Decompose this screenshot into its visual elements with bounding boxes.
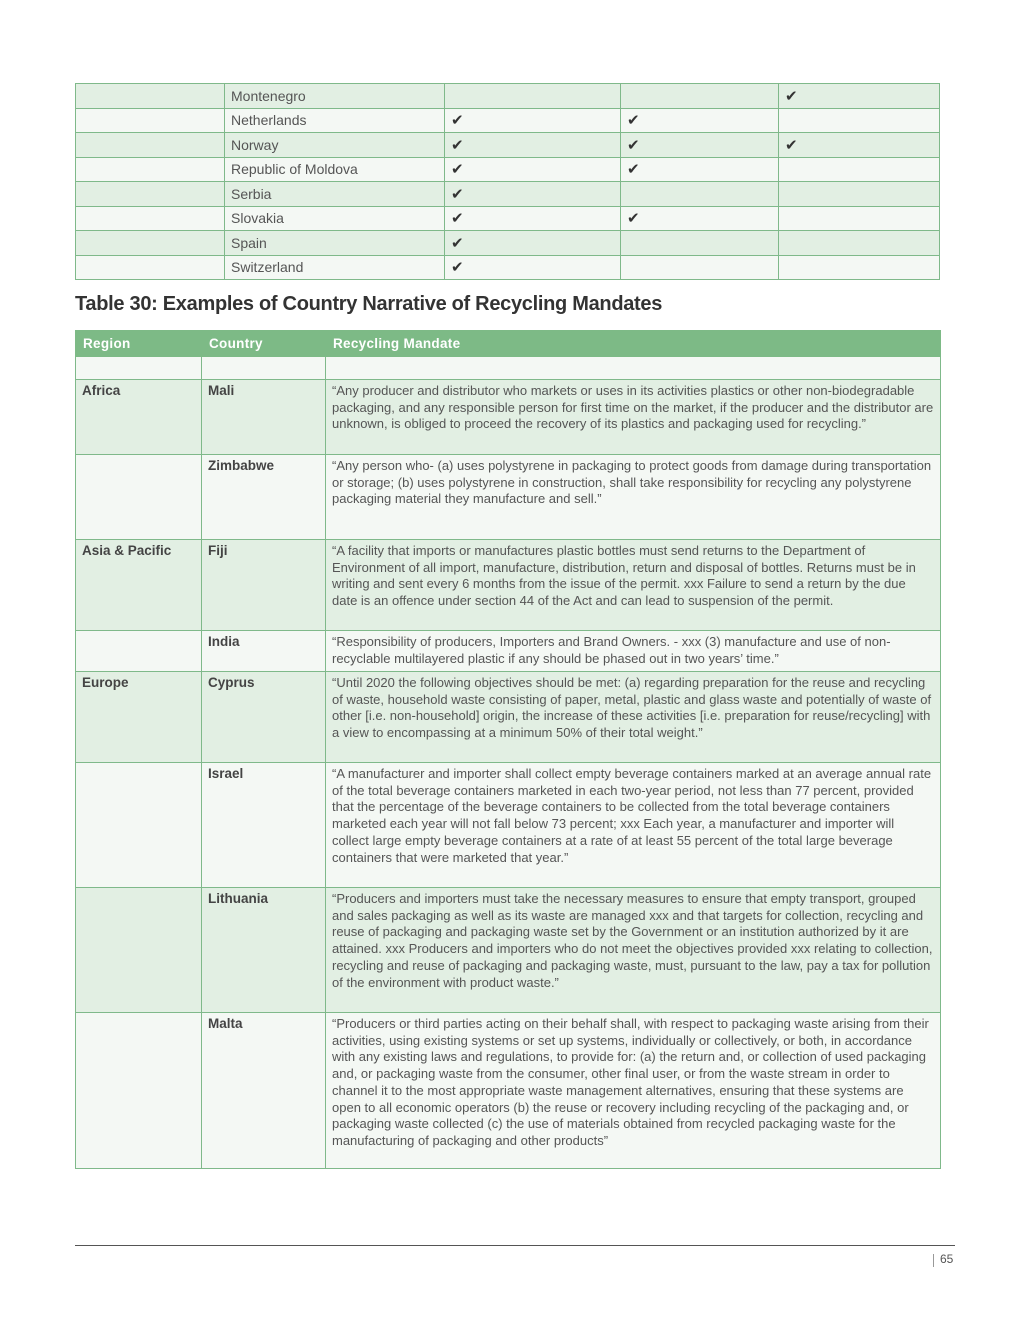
country-cell: Switzerland [225,255,445,280]
blank-cell [76,108,225,133]
table-row [76,133,940,158]
country-cell: Cyprus [202,672,326,763]
footer-divider [75,1245,955,1246]
table-row [76,763,941,888]
blank-cell [76,357,202,380]
country-cell: Fiji [202,540,326,631]
check-cell: ✔ [445,157,621,182]
region-column-header: Region [76,331,202,357]
recycling-mandates-table [75,330,941,1169]
mandate-cell: “Producers or third parties acting on their behalf shall, with respect to packaging waste arising from their activities, using existing systems or set up systems, individually or collectively, or both, in accordance with any existing laws and regulations, to provide for: (a) the return and, or collection of used packaging and, or packaging waste from the consumer, other final user, or from the waste stream in order to channel it to the most appropriate waste management alternatives, ensuring that these systems are open to all economic operators (b) the reuse or recovery including recycling of the packaging and, or packaging waste collected (c) the use of materials obtained from recycled packaging waste for the manufacturing of packaging and other products” [326,1013,941,1169]
country-cell: Republic of Moldova [225,157,445,182]
blank-cell [76,84,225,109]
check-cell: ✔ [621,157,779,182]
table-row [76,255,940,280]
country-checklist-table [75,83,940,280]
check-cell: ✔ [445,255,621,280]
check-cell: ✔ [621,108,779,133]
check-cell [621,255,779,280]
table-row [76,157,940,182]
check-cell [779,108,940,133]
region-cell: Asia & Pacific [76,540,202,631]
check-cell: ✔ [445,133,621,158]
check-cell: ✔ [621,206,779,231]
page-number: 65 [940,1252,954,1266]
country-cell: Lithuania [202,888,326,1013]
mandate-cell: “Any person who- (a) uses polystyrene in packaging to protect goods from damage during transportation or storage; (b) uses polystyrene in construction, shall take responsibility for recycling any polystyrene packaging material they manufacture and sell.” [326,455,941,540]
table-row [76,84,940,109]
region-cell [76,763,202,888]
blank-cell [76,182,225,207]
blank-cell [76,231,225,256]
mandate-column-header: Recycling Mandate [326,331,941,357]
blank-cell [76,255,225,280]
country-cell: Slovakia [225,206,445,231]
table-header-row [76,331,941,357]
mandate-cell: “A manufacturer and importer shall collect empty beverage containers marked at an average annual rate of the total beverage containers marketed in each two-year period, not less than 77 percent, provided that the percentage of the beverage containers to be collected from the total beverage containers marketed each year will not fall below 73 percent; xxx Each year, a manufacturer and importer will collect large empty beverage containers at a rate of at least 55 percent of the total large beverage containers that were marketed that year.” [326,763,941,888]
country-cell: Netherlands [225,108,445,133]
country-cell: Serbia [225,182,445,207]
table-row [76,206,940,231]
blank-cell [76,157,225,182]
country-cell: Spain [225,231,445,256]
check-cell: ✔ [779,133,940,158]
table-row [76,108,940,133]
country-cell: Norway [225,133,445,158]
country-cell: Mali [202,380,326,455]
check-cell: ✔ [621,133,779,158]
country-cell: Montenegro [225,84,445,109]
check-cell [621,84,779,109]
check-cell [445,84,621,109]
blank-cell [76,206,225,231]
empty-row [76,357,941,380]
table-row [76,1013,941,1169]
check-cell: ✔ [445,206,621,231]
table-row [76,455,941,540]
table-row [76,631,941,672]
page-number-separator [933,1254,934,1267]
check-cell: ✔ [445,182,621,207]
check-cell [779,182,940,207]
region-cell: Africa [76,380,202,455]
blank-cell [76,133,225,158]
check-cell [779,206,940,231]
table-row [76,380,941,455]
check-cell [621,182,779,207]
region-cell [76,455,202,540]
check-cell [779,255,940,280]
mandate-cell: “Until 2020 the following objectives should be met: (a) regarding preparation for the reuse and recycling of waste, household waste consisting of paper, metal, plastic and glass waste and potentially of waste of other [i.e. non-household] origin, the increase of these activities [i.e. preparation for reuse/recycling] with a view to encompassing at a minimum 50% of their total weight.” [326,672,941,763]
check-cell: ✔ [445,108,621,133]
check-cell [779,157,940,182]
check-cell: ✔ [445,231,621,256]
mandate-cell: “Producers and importers must take the necessary measures to ensure that empty transport, grouped and sales packaging as well as its waste are managed xxx and that targets for collection, recycling and reuse of packaging and packaging waste set by the Government or an institution authorized by it are attained. xxx Producers and importers who do not meet the objectives provided xxx relating to collection, recycling and reuse of packaging and packaging waste, must, pursuant to the law, pay a tax for pollution of the environment with product waste.” [326,888,941,1013]
check-cell [621,231,779,256]
check-cell [779,231,940,256]
mandate-cell: “Any producer and distributor who markets or uses in its activities plastics or other non-biodegradable packaging, and any responsible person for first time on the market, if the producer and the distributor are unknown, is obliged to proceed the recovery of its plastics and packaging used for recycling.” [326,380,941,455]
table-row [76,540,941,631]
blank-cell [202,357,326,380]
table-row [76,888,941,1013]
table-row [76,231,940,256]
region-cell [76,1013,202,1169]
mandate-cell: “Responsibility of producers, Importers and Brand Owners. - xxx (3) manufacture and use of non-recyclable multilayered plastic if any should be phased out in two years’ time.” [326,631,941,672]
country-column-header: Country [202,331,326,357]
blank-cell [326,357,941,380]
region-cell [76,888,202,1013]
country-cell: Zimbabwe [202,455,326,540]
mandate-cell: “A facility that imports or manufactures plastic bottles must send returns to the Department of Environment of all import, manufacture, distribution, return and disposal of bottles. Returns must be in writing and sent every 6 months from the issue of the permit. xxx Failure to send a return by the due date is an offence under section 44 of the Act and can lead to suspension of the permit. [326,540,941,631]
country-cell: Malta [202,1013,326,1169]
table-row [76,182,940,207]
check-cell: ✔ [779,84,940,109]
country-cell: Israel [202,763,326,888]
table-row [76,672,941,763]
region-cell: Europe [76,672,202,763]
country-cell: India [202,631,326,672]
region-cell [76,631,202,672]
table-title: Table 30: Examples of Country Narrative of Recycling Mandates [75,293,663,315]
